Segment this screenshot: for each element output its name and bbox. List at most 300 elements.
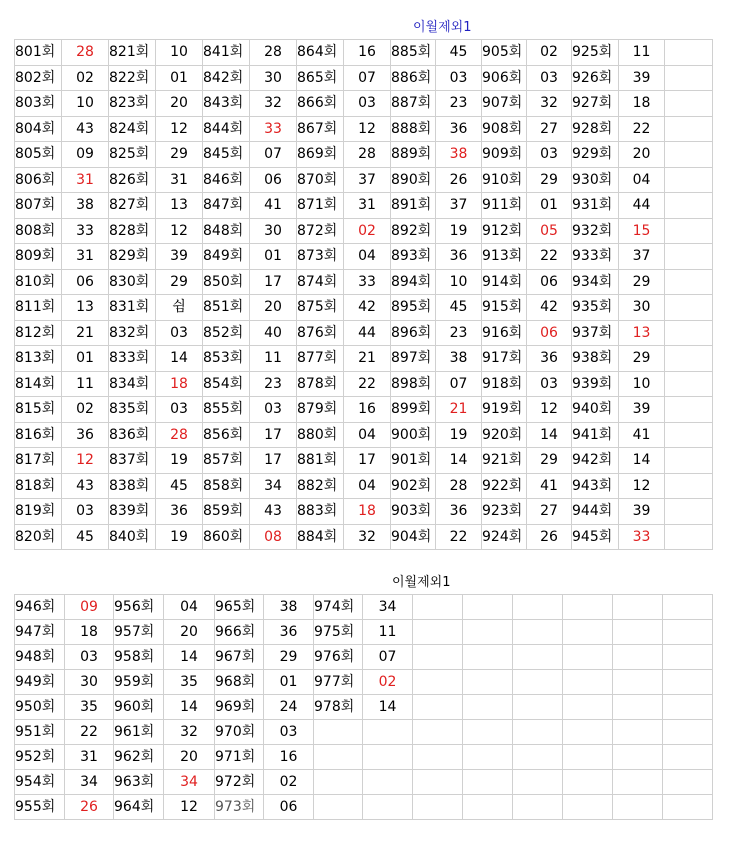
empty-cell — [613, 645, 663, 670]
number-cell: 21 — [436, 397, 482, 423]
empty-cell — [665, 422, 713, 448]
round-label-cell: 925회 — [572, 40, 619, 66]
empty-cell — [463, 795, 513, 820]
round-label-cell: 946회 — [15, 595, 65, 620]
number-cell: 32 — [164, 720, 215, 745]
empty-cell — [563, 695, 613, 720]
number-cell: 07 — [436, 371, 482, 397]
number-cell: 03 — [62, 499, 109, 525]
number-cell: 39 — [156, 244, 203, 270]
round-label-cell: 860회 — [203, 524, 250, 550]
round-label-cell: 976회 — [314, 645, 363, 670]
round-label-cell: 847회 — [203, 193, 250, 219]
round-label-cell: 824회 — [109, 116, 156, 142]
number-cell: 06 — [250, 167, 297, 193]
round-label-cell: 827회 — [109, 193, 156, 219]
empty-cell — [613, 795, 663, 820]
number-cell: 29 — [527, 167, 572, 193]
number-cell: 23 — [250, 371, 297, 397]
round-label-cell: 920회 — [482, 422, 527, 448]
empty-cell — [413, 645, 463, 670]
empty-cell — [463, 745, 513, 770]
round-label-cell: 968회 — [215, 670, 264, 695]
round-label-cell: 917회 — [482, 346, 527, 372]
empty-cell — [463, 770, 513, 795]
number-cell: 01 — [250, 244, 297, 270]
round-label-cell: 900회 — [391, 422, 436, 448]
round-label-cell: 885회 — [391, 40, 436, 66]
number-cell: 22 — [527, 244, 572, 270]
table-row — [15, 295, 713, 321]
table-row — [15, 595, 713, 620]
round-label-cell: 812회 — [15, 320, 62, 346]
number-cell: 15 — [619, 218, 665, 244]
round-label-cell: 834회 — [109, 371, 156, 397]
number-cell: 42 — [527, 295, 572, 321]
round-label-cell: 816회 — [15, 422, 62, 448]
round-label-cell: 887회 — [391, 91, 436, 117]
round-label-cell: 830회 — [109, 269, 156, 295]
number-cell: 34 — [250, 473, 297, 499]
round-label-cell: 970회 — [215, 720, 264, 745]
round-label-cell: 928회 — [572, 116, 619, 142]
round-label-cell: 913회 — [482, 244, 527, 270]
round-label-cell: 895회 — [391, 295, 436, 321]
number-cell: 14 — [363, 695, 413, 720]
empty-cell — [663, 620, 713, 645]
number-cell: 30 — [619, 295, 665, 321]
number-cell: 35 — [65, 695, 114, 720]
round-label-cell: 942회 — [572, 448, 619, 474]
number-cell: 04 — [164, 595, 215, 620]
round-label-cell: 949회 — [15, 670, 65, 695]
table-row — [15, 371, 713, 397]
round-label-cell: 944회 — [572, 499, 619, 525]
number-cell: 38 — [436, 142, 482, 168]
round-label-cell: 817회 — [15, 448, 62, 474]
empty-cell — [513, 620, 563, 645]
round-label-cell: 893회 — [391, 244, 436, 270]
empty-cell — [665, 371, 713, 397]
round-label-cell: 839회 — [109, 499, 156, 525]
empty-cell — [613, 720, 663, 745]
number-cell: 37 — [436, 193, 482, 219]
round-label-cell: 890회 — [391, 167, 436, 193]
number-cell: 43 — [62, 473, 109, 499]
number-cell: 09 — [62, 142, 109, 168]
number-cell: 13 — [619, 320, 665, 346]
number-cell: 02 — [363, 670, 413, 695]
table-row — [15, 40, 713, 66]
table-row — [15, 193, 713, 219]
table-row — [15, 244, 713, 270]
number-cell: 34 — [363, 595, 413, 620]
number-cell — [363, 745, 413, 770]
round-label-cell: 883회 — [297, 499, 344, 525]
round-label-cell: 810회 — [15, 269, 62, 295]
number-cell: 41 — [527, 473, 572, 499]
round-label-cell: 840회 — [109, 524, 156, 550]
round-label-cell: 971회 — [215, 745, 264, 770]
number-cell: 35 — [164, 670, 215, 695]
number-cell: 37 — [619, 244, 665, 270]
round-label-cell: 941회 — [572, 422, 619, 448]
number-cell: 24 — [264, 695, 314, 720]
table-row — [15, 620, 713, 645]
number-cell: 31 — [62, 167, 109, 193]
round-label-cell: 915회 — [482, 295, 527, 321]
empty-cell — [413, 770, 463, 795]
round-label-cell: 854회 — [203, 371, 250, 397]
round-label-cell: 872회 — [297, 218, 344, 244]
round-label-cell: 974회 — [314, 595, 363, 620]
round-label-cell: 951회 — [15, 720, 65, 745]
number-cell: 10 — [619, 371, 665, 397]
number-cell: 16 — [344, 40, 391, 66]
number-cell: 38 — [264, 595, 314, 620]
number-cell: 22 — [619, 116, 665, 142]
round-label-cell: 833회 — [109, 346, 156, 372]
number-cell: 01 — [62, 346, 109, 372]
number-cell: 36 — [264, 620, 314, 645]
number-cell: 14 — [164, 645, 215, 670]
round-label-cell: 963회 — [114, 770, 164, 795]
empty-cell — [513, 720, 563, 745]
round-label-cell: 940회 — [572, 397, 619, 423]
number-cell: 06 — [527, 320, 572, 346]
round-label-cell: 909회 — [482, 142, 527, 168]
number-cell: 36 — [156, 499, 203, 525]
empty-cell — [663, 595, 713, 620]
round-label-cell: 844회 — [203, 116, 250, 142]
table-row — [15, 269, 713, 295]
table-row — [15, 473, 713, 499]
round-label-cell: 916회 — [482, 320, 527, 346]
empty-cell — [413, 695, 463, 720]
round-label-cell: 926회 — [572, 65, 619, 91]
round-label-cell: 903회 — [391, 499, 436, 525]
round-label-cell: 803회 — [15, 91, 62, 117]
empty-cell — [513, 795, 563, 820]
number-cell: 17 — [250, 269, 297, 295]
number-cell: 33 — [62, 218, 109, 244]
round-label-cell: 927회 — [572, 91, 619, 117]
number-cell: 20 — [164, 745, 215, 770]
number-cell: 12 — [527, 397, 572, 423]
round-label-cell: 845회 — [203, 142, 250, 168]
empty-cell — [413, 620, 463, 645]
round-label-cell: 884회 — [297, 524, 344, 550]
number-cell: 28 — [344, 142, 391, 168]
number-cell: 03 — [156, 397, 203, 423]
number-cell: 10 — [62, 91, 109, 117]
number-cell: 03 — [527, 142, 572, 168]
number-cell: 22 — [65, 720, 114, 745]
round-label-cell: 938회 — [572, 346, 619, 372]
number-cell: 04 — [344, 473, 391, 499]
round-label-cell: 864회 — [297, 40, 344, 66]
table-row — [15, 116, 713, 142]
number-cell: 36 — [436, 116, 482, 142]
empty-cell — [665, 91, 713, 117]
round-label-cell: 851회 — [203, 295, 250, 321]
number-cell: 21 — [344, 346, 391, 372]
number-cell: 01 — [264, 670, 314, 695]
number-cell: 45 — [436, 40, 482, 66]
empty-cell — [613, 620, 663, 645]
number-cell: 12 — [619, 473, 665, 499]
empty-cell — [665, 320, 713, 346]
number-cell — [363, 795, 413, 820]
number-cell: 쉼 — [156, 295, 203, 321]
number-cell: 31 — [344, 193, 391, 219]
number-cell: 29 — [264, 645, 314, 670]
round-label-cell: 877회 — [297, 346, 344, 372]
empty-cell — [513, 695, 563, 720]
round-label-cell: 965회 — [215, 595, 264, 620]
number-cell: 32 — [527, 91, 572, 117]
round-label-cell: 960회 — [114, 695, 164, 720]
number-cell: 42 — [344, 295, 391, 321]
number-cell: 45 — [436, 295, 482, 321]
empty-cell — [665, 244, 713, 270]
number-cell: 31 — [62, 244, 109, 270]
number-cell: 21 — [62, 320, 109, 346]
number-cell: 18 — [65, 620, 114, 645]
number-cell: 41 — [619, 422, 665, 448]
number-cell: 36 — [436, 244, 482, 270]
round-label-cell: 849회 — [203, 244, 250, 270]
round-label-cell: 828회 — [109, 218, 156, 244]
number-cell: 03 — [527, 371, 572, 397]
number-cell: 05 — [527, 218, 572, 244]
empty-cell — [665, 473, 713, 499]
empty-cell — [613, 770, 663, 795]
number-cell: 19 — [156, 524, 203, 550]
round-label-cell: 969회 — [215, 695, 264, 720]
round-label-cell: 823회 — [109, 91, 156, 117]
number-cell: 33 — [619, 524, 665, 550]
round-label-cell: 972회 — [215, 770, 264, 795]
round-label-cell: 837회 — [109, 448, 156, 474]
table-row — [15, 422, 713, 448]
round-label-cell: 818회 — [15, 473, 62, 499]
number-cell: 18 — [156, 371, 203, 397]
round-label-cell: 962회 — [114, 745, 164, 770]
round-label-cell: 807회 — [15, 193, 62, 219]
number-cell: 28 — [436, 473, 482, 499]
round-label-cell: 908회 — [482, 116, 527, 142]
number-cell: 07 — [344, 65, 391, 91]
round-label-cell: 961회 — [114, 720, 164, 745]
empty-cell — [665, 524, 713, 550]
number-cell: 30 — [250, 218, 297, 244]
empty-cell — [413, 670, 463, 695]
round-label-cell: 923회 — [482, 499, 527, 525]
empty-cell — [665, 397, 713, 423]
empty-cell — [513, 670, 563, 695]
round-label-cell: 841회 — [203, 40, 250, 66]
number-cell: 14 — [619, 448, 665, 474]
number-cell — [363, 770, 413, 795]
number-cell: 07 — [363, 645, 413, 670]
round-label-cell — [314, 770, 363, 795]
empty-cell — [463, 695, 513, 720]
number-cell: 10 — [156, 40, 203, 66]
round-label-cell: 806회 — [15, 167, 62, 193]
round-label-cell: 848회 — [203, 218, 250, 244]
round-label-cell: 856회 — [203, 422, 250, 448]
number-cell: 18 — [344, 499, 391, 525]
empty-cell — [513, 745, 563, 770]
empty-cell — [665, 269, 713, 295]
number-cell: 08 — [250, 524, 297, 550]
round-label-cell: 870회 — [297, 167, 344, 193]
round-label-cell: 929회 — [572, 142, 619, 168]
round-label-cell: 897회 — [391, 346, 436, 372]
empty-cell — [563, 620, 613, 645]
empty-cell — [413, 795, 463, 820]
number-cell: 13 — [62, 295, 109, 321]
round-label-cell: 886회 — [391, 65, 436, 91]
number-cell: 22 — [436, 524, 482, 550]
round-label-cell: 933회 — [572, 244, 619, 270]
round-label-cell: 843회 — [203, 91, 250, 117]
number-cell: 11 — [62, 371, 109, 397]
round-label-cell: 846회 — [203, 167, 250, 193]
round-label-cell: 888회 — [391, 116, 436, 142]
empty-cell — [563, 595, 613, 620]
round-label-cell: 821회 — [109, 40, 156, 66]
round-label-cell: 874회 — [297, 269, 344, 295]
number-cell: 17 — [250, 448, 297, 474]
round-label-cell: 902회 — [391, 473, 436, 499]
round-label-cell: 805회 — [15, 142, 62, 168]
round-label-cell: 924회 — [482, 524, 527, 550]
empty-cell — [613, 595, 663, 620]
number-cell: 20 — [619, 142, 665, 168]
round-label-cell: 852회 — [203, 320, 250, 346]
number-cell: 19 — [156, 448, 203, 474]
number-cell: 19 — [436, 218, 482, 244]
round-label-cell: 966회 — [215, 620, 264, 645]
round-label-cell: 918회 — [482, 371, 527, 397]
round-label-cell: 898회 — [391, 371, 436, 397]
number-cell: 23 — [436, 91, 482, 117]
round-label-cell — [314, 745, 363, 770]
round-label-cell: 820회 — [15, 524, 62, 550]
table-row — [15, 695, 713, 720]
round-label-cell: 822회 — [109, 65, 156, 91]
table-row — [15, 448, 713, 474]
round-label-cell: 922회 — [482, 473, 527, 499]
number-cell: 26 — [436, 167, 482, 193]
number-cell: 28 — [62, 40, 109, 66]
round-label-cell: 804회 — [15, 116, 62, 142]
round-label-cell: 835회 — [109, 397, 156, 423]
number-cell: 06 — [264, 795, 314, 820]
round-label-cell: 910회 — [482, 167, 527, 193]
round-label-cell: 906회 — [482, 65, 527, 91]
table-row — [15, 65, 713, 91]
round-label-cell: 876회 — [297, 320, 344, 346]
number-cell: 10 — [436, 269, 482, 295]
number-cell: 20 — [250, 295, 297, 321]
number-cell: 32 — [344, 524, 391, 550]
round-label-cell: 905회 — [482, 40, 527, 66]
round-label-cell: 937회 — [572, 320, 619, 346]
number-cell: 02 — [62, 397, 109, 423]
empty-cell — [665, 116, 713, 142]
round-label-cell: 826회 — [109, 167, 156, 193]
round-label-cell: 801회 — [15, 40, 62, 66]
round-label-cell: 814회 — [15, 371, 62, 397]
empty-cell — [563, 745, 613, 770]
bottom-results-table — [14, 594, 713, 820]
round-label-cell: 978회 — [314, 695, 363, 720]
round-label-cell: 950회 — [15, 695, 65, 720]
number-cell: 29 — [619, 346, 665, 372]
number-cell: 39 — [619, 499, 665, 525]
number-cell: 16 — [264, 745, 314, 770]
number-cell: 30 — [65, 670, 114, 695]
table-row — [15, 142, 713, 168]
number-cell: 18 — [619, 91, 665, 117]
round-label-cell: 857회 — [203, 448, 250, 474]
empty-cell — [665, 193, 713, 219]
round-label-cell: 955회 — [15, 795, 65, 820]
number-cell: 14 — [436, 448, 482, 474]
number-cell: 12 — [164, 795, 215, 820]
round-label-cell: 892회 — [391, 218, 436, 244]
round-label-cell: 858회 — [203, 473, 250, 499]
number-cell: 27 — [527, 116, 572, 142]
round-label-cell: 878회 — [297, 371, 344, 397]
number-cell: 41 — [250, 193, 297, 219]
empty-cell — [663, 770, 713, 795]
number-cell: 43 — [250, 499, 297, 525]
number-cell: 36 — [527, 346, 572, 372]
number-cell: 01 — [527, 193, 572, 219]
round-label-cell: 945회 — [572, 524, 619, 550]
round-label-cell: 808회 — [15, 218, 62, 244]
number-cell: 44 — [619, 193, 665, 219]
empty-cell — [665, 142, 713, 168]
round-label-cell: 896회 — [391, 320, 436, 346]
round-label-cell: 869회 — [297, 142, 344, 168]
round-label-cell: 882회 — [297, 473, 344, 499]
number-cell: 06 — [527, 269, 572, 295]
empty-cell — [665, 40, 713, 66]
number-cell — [363, 720, 413, 745]
number-cell: 20 — [156, 91, 203, 117]
empty-cell — [663, 795, 713, 820]
number-cell: 29 — [156, 269, 203, 295]
number-cell: 27 — [527, 499, 572, 525]
round-label-cell: 975회 — [314, 620, 363, 645]
round-label-cell: 907회 — [482, 91, 527, 117]
number-cell: 33 — [250, 116, 297, 142]
round-label-cell: 943회 — [572, 473, 619, 499]
round-label-cell: 865회 — [297, 65, 344, 91]
round-label-cell: 899회 — [391, 397, 436, 423]
number-cell: 03 — [250, 397, 297, 423]
number-cell: 36 — [436, 499, 482, 525]
table-row — [15, 167, 713, 193]
empty-cell — [665, 499, 713, 525]
number-cell: 03 — [156, 320, 203, 346]
round-label-cell: 813회 — [15, 346, 62, 372]
